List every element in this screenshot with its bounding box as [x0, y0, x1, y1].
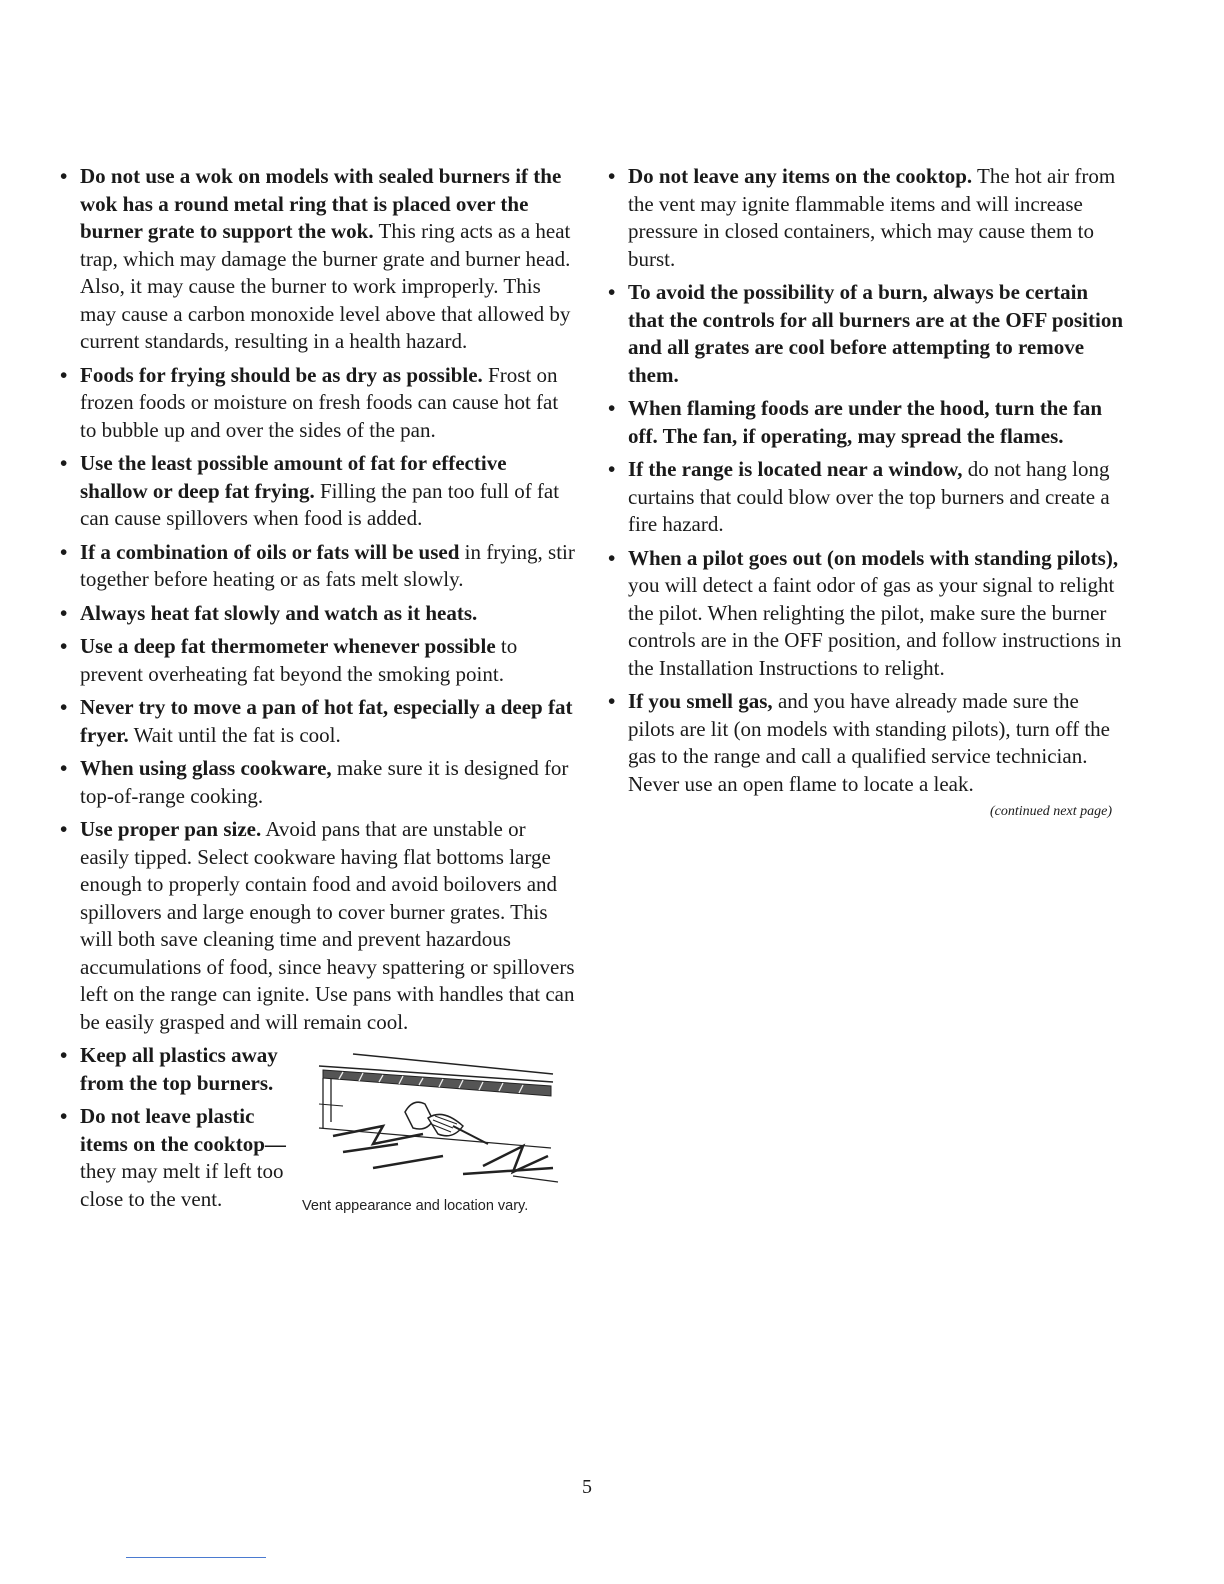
- list-item: • Use a deep fat thermometer whenever possible to prevent overheating fat beyond the smoking point.: [58, 633, 578, 688]
- list-item: • Do not use a wok on models with sealed burners if the wok has a round metal ring that is placed over the burner grate to support the wok. This ring acts as a heat trap, which may damage the burner grate and burner head. Also, it may cause the burner to work improperly. This may cause a carbon monoxide level above that allowed by current standards, resulting in a health hazard.: [58, 163, 578, 356]
- list-item: • If the range is located near a window, do not hang long curtains that could blow over the top burners and create a fire hazard.: [606, 456, 1126, 539]
- list-item: • Always heat fat slowly and watch as it heats.: [58, 600, 578, 628]
- figure-bullets: [58, 1042, 288, 1219]
- page-number: 5: [582, 1476, 592, 1498]
- list-item: • To avoid the possibility of a burn, always be certain that the controls for all burners are at the OFF position and all grates are cool before attempting to remove them.: [606, 279, 1126, 389]
- figure-caption: Vent appearance and location vary.: [302, 1198, 529, 1214]
- left-column: [58, 163, 578, 1232]
- list-item: • When using glass cookware, make sure it is designed for top-of-range cooking.: [58, 755, 578, 810]
- list-item: • Keep all plastics away from the top burners.: [58, 1042, 288, 1097]
- continued-note: (continued next page): [989, 804, 1112, 819]
- divider: [126, 1557, 266, 1558]
- list-item: • If a combination of oils or fats will be used in frying, stir together before heating or as fats melt slowly.: [58, 539, 578, 594]
- range-vent-illustration: [313, 1048, 563, 1188]
- list-item: • Use the least possible amount of fat for effective shallow or deep fat frying. Filling the pan too full of fat can cause spillovers when food is added.: [58, 450, 578, 533]
- list-item: • Do not leave any items on the cooktop. The hot air from the vent may ignite flammable items and will increase pressure in closed containers, which may cause them to burst.: [606, 163, 1126, 273]
- list-item: • If you smell gas, and you have already made sure the pilots are lit (on models with standing pilots), turn off the gas to the range and call a qualified service technician. Never use an open flame to locate a leak.: [606, 688, 1126, 798]
- right-column: [606, 163, 1126, 820]
- list-item: • Use proper pan size. Avoid pans that are unstable or easily tipped. Select cookware having flat bottoms large enough to properly contain food and avoid boilovers and spillovers and large enough to cover burner grates. This will both save cleaning time and prevent hazardous accumulations of food, since heavy spattering or spillovers left on the range can ignite. Use pans with handles that can be easily grasped and will remain cool.: [58, 816, 578, 1036]
- list-item: • Never try to move a pan of hot fat, especially a deep fat fryer. Wait until the fat is cool.: [58, 694, 578, 749]
- list-item: • Foods for frying should be as dry as possible. Frost on frozen foods or moisture on fresh foods can cause hot fat to bubble up and over the sides of the pan.: [58, 362, 578, 445]
- list-item: • Do not leave plastic items on the cooktop— they may melt if left too close to the vent.: [58, 1103, 288, 1213]
- list-item: • When flaming foods are under the hood, turn the fan off. The fan, if operating, may spread the flames.: [606, 395, 1126, 450]
- figure-section: [58, 1042, 578, 1232]
- list-item: • When a pilot goes out (on models with standing pilots), you will detect a faint odor of gas as your signal to relight the pilot. When relighting the pilot, make sure the burner controls are in the OFF position, and follow instructions in the Installation Instructions to relight.: [606, 545, 1126, 683]
